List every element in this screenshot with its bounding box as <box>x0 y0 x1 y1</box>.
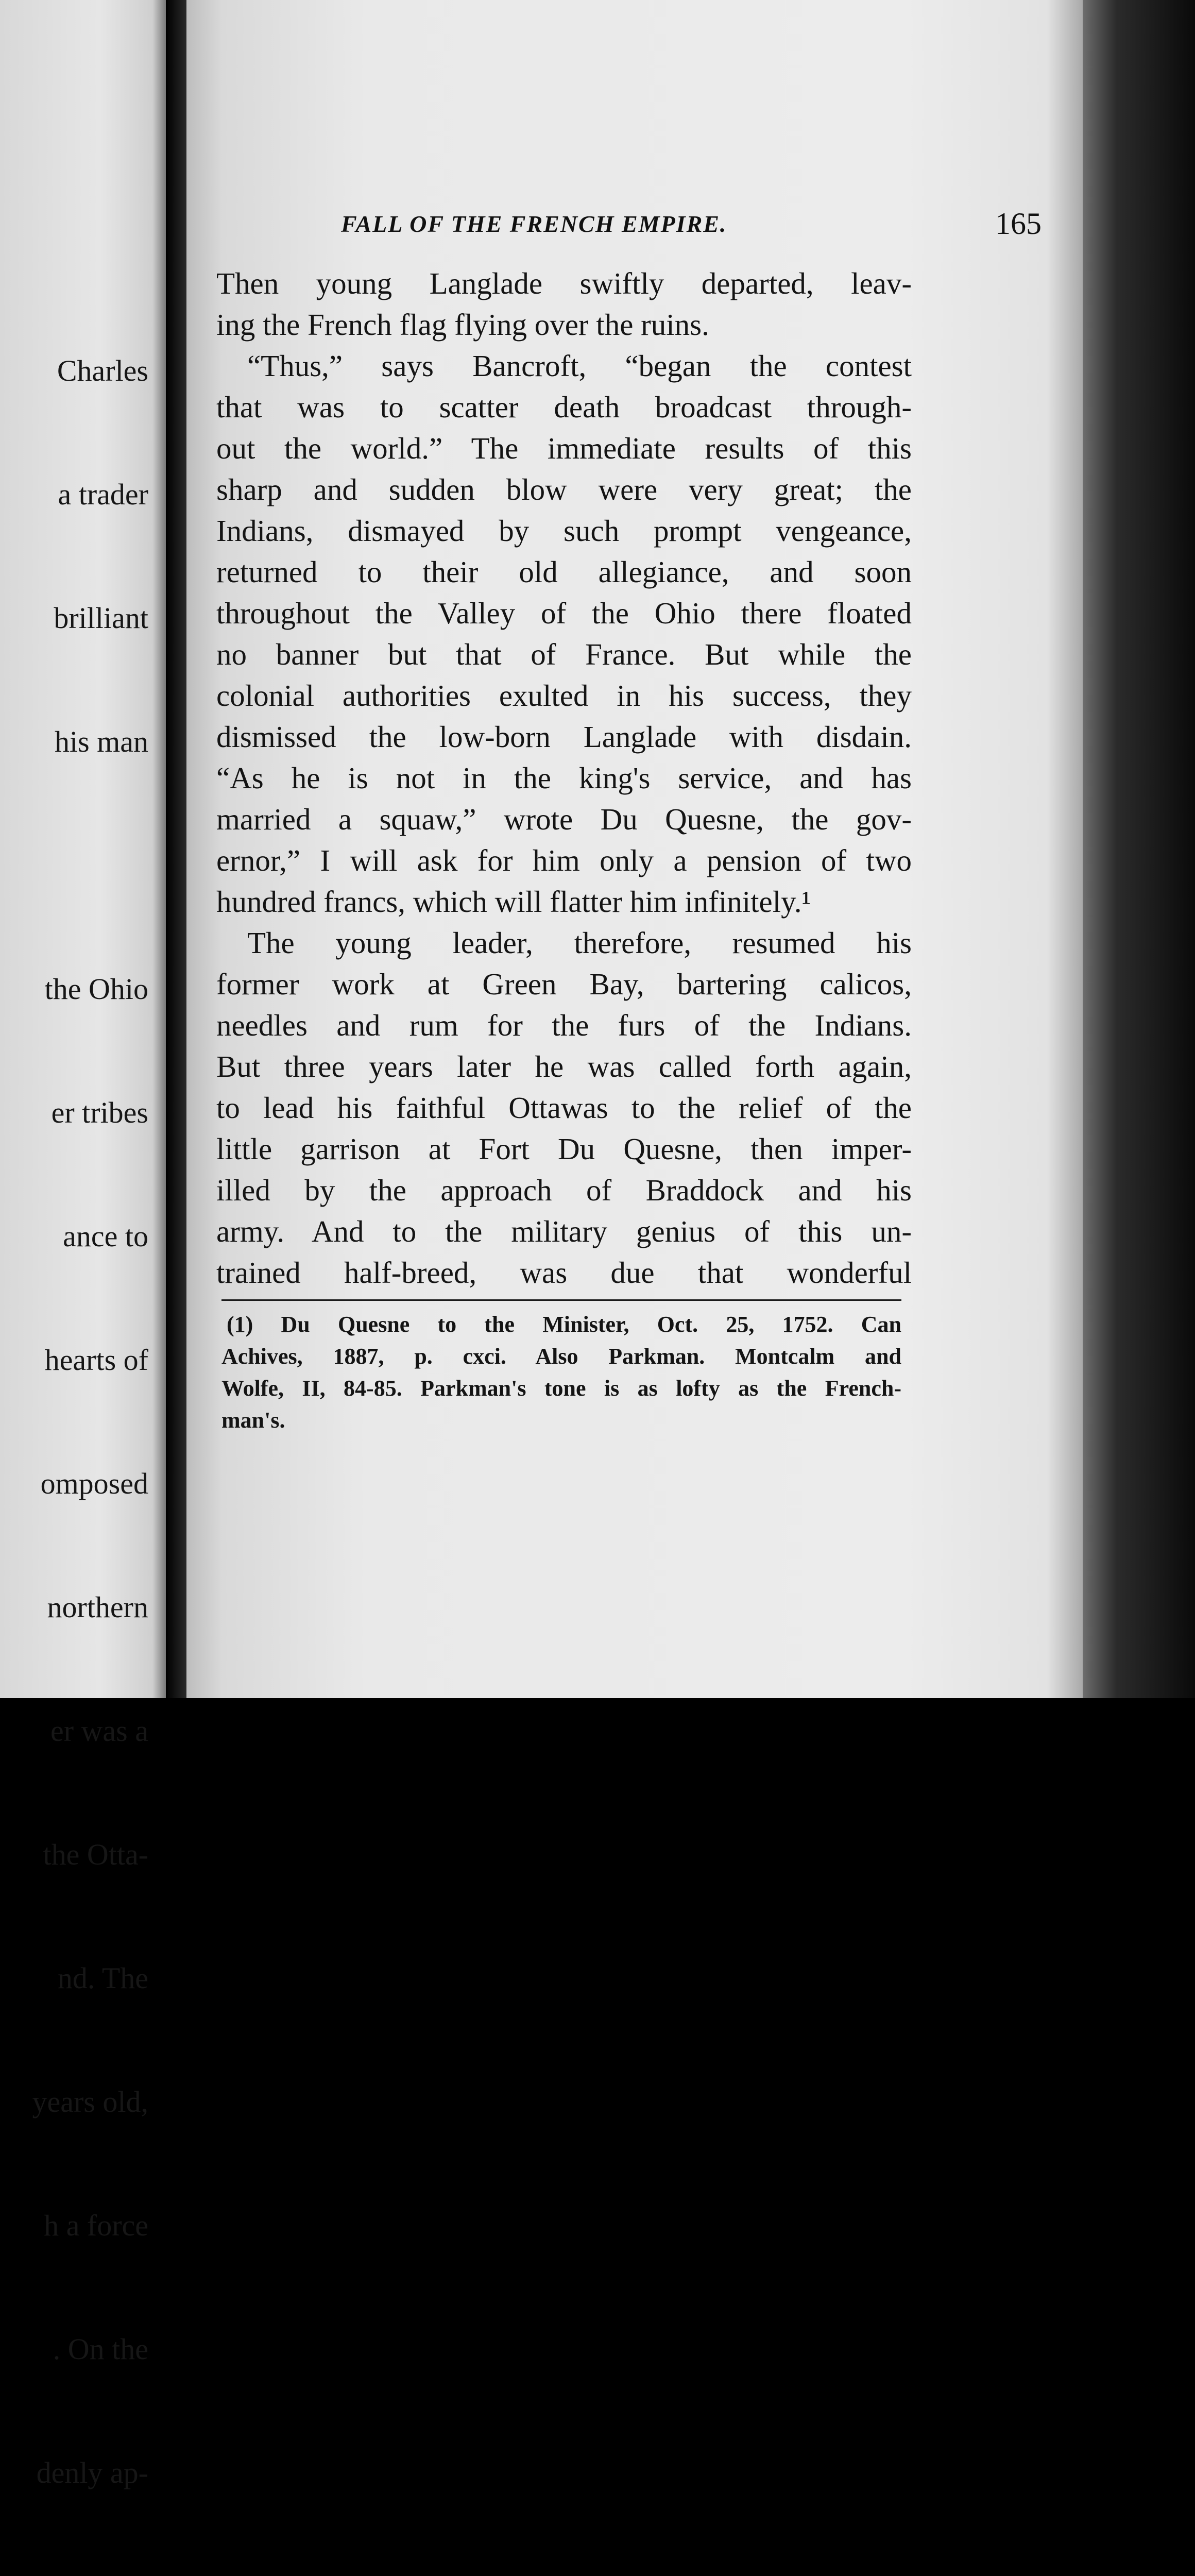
text-line: “Thus,” says Bancroft, “began the contest <box>247 349 912 383</box>
left-line: the Ohio <box>44 972 148 1006</box>
text-line: to lead his faithful Ottawas to the relief of the <box>216 1091 912 1125</box>
page-number: 165 <box>995 207 1042 241</box>
text-line: throughout the Valley of the Ohio there floated <box>216 596 912 630</box>
left-line: a trader <box>58 478 148 511</box>
text-line: that was to scatter death broadcast through- <box>216 390 912 424</box>
left-line: northern <box>47 1590 148 1624</box>
text-line: out the world.” The immediate results of this <box>216 431 912 465</box>
left-line <box>0 845 148 886</box>
footnote-line: Achives, 1887, p. cxci. Also Parkman. Montcalm and <box>221 1344 901 1369</box>
left-line: brilliant <box>54 601 148 635</box>
text-line: Indians, dismayed by such prompt vengeance, <box>216 514 912 548</box>
text-line: ernor,” I will ask for him only a pension of two <box>216 843 912 877</box>
left-line: years old, <box>32 2085 148 2119</box>
text-line: needles and rum for the furs of the Indians. <box>216 1008 912 1042</box>
left-line: hearts of <box>44 1343 148 1377</box>
left-line: the Otta- <box>43 1838 148 1871</box>
footnote-line: (1) Du Quesne to the Minister, Oct. 25, 1752. Can <box>227 1312 901 1337</box>
text-line: But three years later he was called forth again, <box>216 1049 912 1083</box>
footnote-line: man's. <box>221 1408 285 1433</box>
text-line: “As he is not in the king's service, and has <box>216 761 912 795</box>
text-line: army. And to the military genius of this un- <box>216 1214 912 1248</box>
footnote-rule <box>221 1299 901 1301</box>
text-line: little garrison at Fort Du Quesne, then imper- <box>216 1132 912 1166</box>
running-title: FALL OF THE FRENCH EMPIRE. <box>341 211 727 237</box>
text-line: illed by the approach of Braddock and his <box>216 1173 912 1207</box>
left-page-text <box>0 268 148 2576</box>
footnote-line: Wolfe, II, 84-85. Parkman's tone is as lofty as the French- <box>221 1376 901 1401</box>
left-line: nd. The <box>57 1961 148 1995</box>
text-line: no banner but that of France. But while the <box>216 637 912 671</box>
text-line: dismissed the low-born Langlade with disdain. <box>216 720 912 754</box>
left-line: h a force <box>44 2209 148 2242</box>
text-line: ing the French flag flying over the ruins. <box>216 308 709 342</box>
text-line: The young leader, therefore, resumed his <box>247 926 912 960</box>
book-gutter <box>166 0 186 1698</box>
left-line: his man <box>54 725 148 758</box>
left-line: er was a <box>50 1714 148 1748</box>
body-text <box>216 263 912 1293</box>
text-line: returned to their old allegiance, and soon <box>216 555 912 589</box>
left-line: Charles <box>57 354 148 387</box>
text-line: trained half-breed, was due that wonderful <box>216 1256 912 1290</box>
left-line: er tribes <box>51 1096 148 1129</box>
left-page <box>0 0 166 2489</box>
right-page <box>186 0 1083 1698</box>
text-line: Then young Langlade swiftly departed, leav- <box>216 266 912 300</box>
footnotes <box>221 1309 901 1436</box>
left-line: omposed <box>40 1467 148 1500</box>
text-line: former work at Green Bay, bartering calicos, <box>216 967 912 1001</box>
left-line: ance to <box>63 1219 148 1253</box>
left-line: denly ap- <box>36 2456 148 2489</box>
text-line: colonial authorities exulted in his success, they <box>216 679 912 713</box>
text-line: sharp and sudden blow were very great; the <box>216 472 912 506</box>
text-line: married a squaw,” wrote Du Quesne, the gov- <box>216 802 912 836</box>
text-line: hundred francs, which will flatter him infinitely.¹ <box>216 885 811 919</box>
page-edge-shadow <box>1083 0 1195 1698</box>
left-line: . On the <box>53 2332 148 2366</box>
